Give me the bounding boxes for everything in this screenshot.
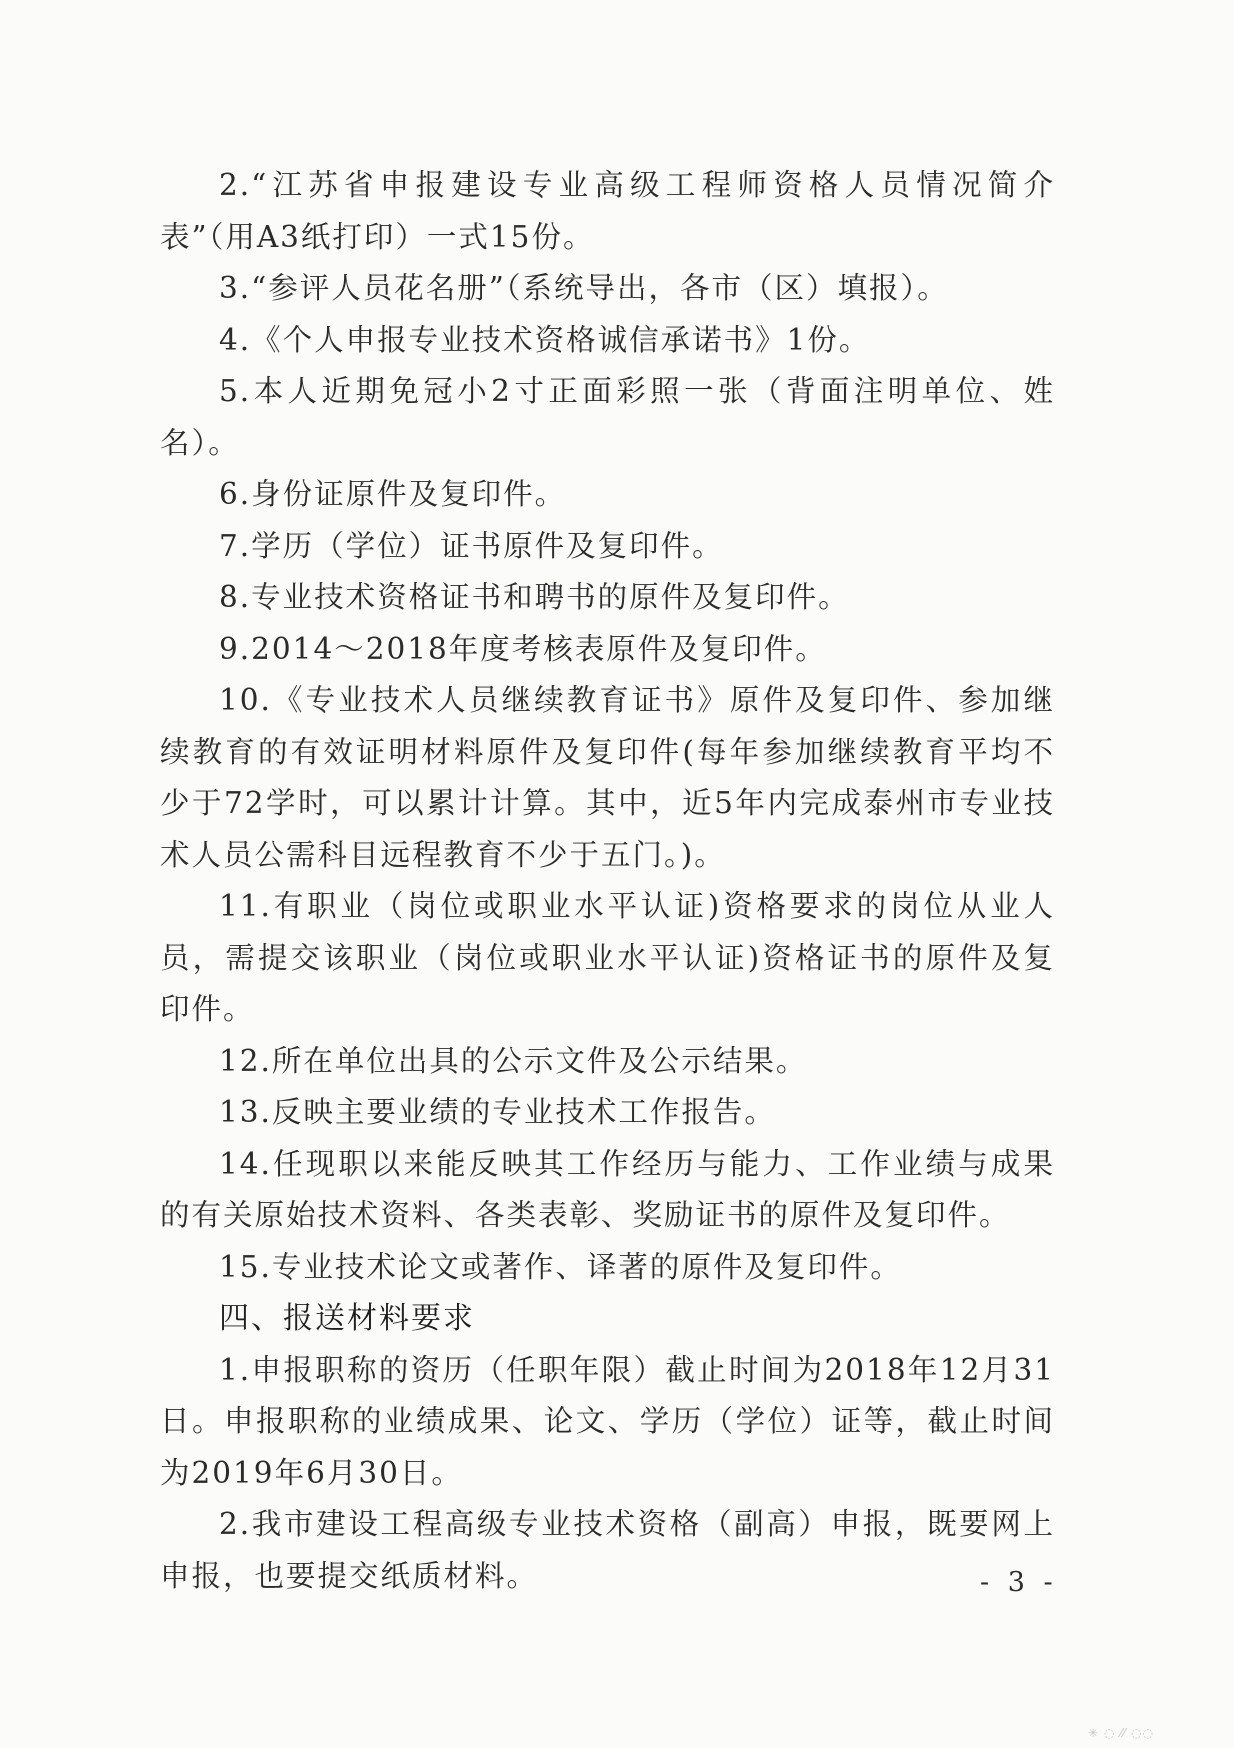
requirement-item-1: 1.申报职称的资历（任职年限）截止时间为2018年12月31日。申报职称的业绩成果、论文、学历（学位）证等，截止时间为2019年6月30日。 — [160, 1352, 1055, 1490]
list-item-6: 6.身份证原件及复印件。 — [219, 477, 567, 511]
watermark-logo: ✳ ◌ ⁄⁄ ◌◌ — [1088, 1726, 1154, 1740]
requirement-item-2: 2.我市建设工程高级专业技术资格（副高）申报，既要网上申报，也要提交纸质材料。 — [160, 1507, 1055, 1593]
list-item-10: 10.《专业技术人员继续教育证书》原件及复印件、参加继续教育的有效证明材料原件及复印件(每年参加继续教育平均不少于72学时，可以累计计算。其中，近5年内完成泰州市专业技术人员公需科目远程教育不少于五门。)。 — [160, 683, 1055, 872]
list-item-14: 14.任现职以来能反映其工作经历与能力、工作业绩与成果的有关原始技术资料、各类表彰、奖励证书的原件及复印件。 — [160, 1146, 1055, 1232]
list-item-8: 8.专业技术资格证书和聘书的原件及复印件。 — [219, 580, 850, 614]
list-item-11: 11.有职业（岗位或职业水平认证)资格要求的岗位从业人员，需提交该职业（岗位或职业水平认证)资格证书的原件及复印件。 — [160, 889, 1055, 1026]
list-item-15: 15.专业技术论文或著作、译著的原件及复印件。 — [219, 1249, 902, 1284]
list-item-2: 2.“江苏省申报建设专业高级工程师资格人员情况简介表”（用A3纸打印）一式15份。 — [160, 168, 1055, 254]
list-item-9: 9.2014～2018年度考核表原件及复印件。 — [219, 631, 827, 666]
list-item-13: 13.反映主要业绩的专业技术工作报告。 — [219, 1095, 776, 1129]
list-item-4: 4.《个人申报专业技术资格诚信承诺书》1份。 — [219, 322, 871, 357]
list-item-12: 12.所在单位出具的公示文件及公示结果。 — [219, 1043, 808, 1078]
list-item-3: 3.“参评人员花名册”（系统导出，各市（区）填报）。 — [219, 271, 949, 305]
list-item-7: 7.学历（学位）证书原件及复印件。 — [219, 528, 724, 563]
document-body — [160, 160, 1055, 1602]
list-item-5: 5.本人近期免冠小2寸正面彩照一张（背面注明单位、姓名）。 — [160, 374, 1055, 460]
page-number: - 3 - — [980, 1567, 1058, 1598]
section-heading: 四、报送材料要求 — [219, 1301, 475, 1336]
